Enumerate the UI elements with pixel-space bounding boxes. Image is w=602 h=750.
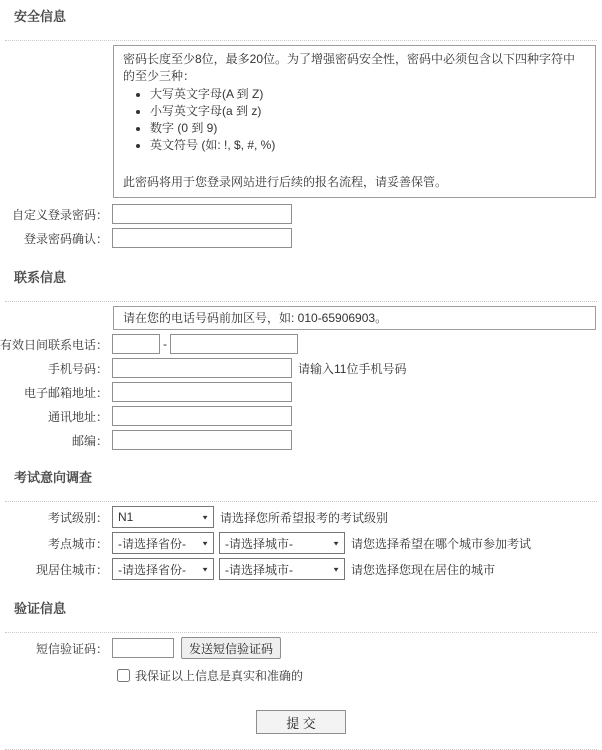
address-input[interactable]: [112, 406, 292, 426]
password-keep-note: 此密码将用于您登录网站进行后续的报名流程，请妥善保管。: [123, 175, 448, 189]
section-divider: [5, 632, 597, 633]
email-input[interactable]: [112, 382, 292, 402]
residence-city-hint: 请您选择您现在居住的城市: [351, 562, 496, 577]
address-label: 通讯地址：: [47, 409, 108, 424]
dropdown-arrow-icon: ▼: [201, 565, 209, 573]
password-row: [0, 204, 602, 224]
password-rules-list: [123, 86, 586, 153]
password-rule-item: • 英文符号 (如: !, $, #, %): [150, 137, 586, 153]
area-code-input[interactable]: [112, 334, 160, 354]
send-sms-button[interactable]: 发送短信验证码: [181, 637, 281, 659]
exam-level-hint: 请选择您所希望报考的考试级别: [220, 510, 389, 525]
password-rule-item: • 小写英文字母(a 到 z): [150, 103, 586, 119]
phone-area-code-notice: 请在您的电话号码前加区号，如: 010-65906903。: [113, 306, 596, 330]
password-input[interactable]: [112, 204, 292, 224]
section-survey: [0, 469, 602, 580]
mobile-hint: 请输入11位手机号码: [298, 361, 407, 376]
sms-code-row: [0, 637, 602, 659]
section-divider: [5, 40, 597, 41]
address-row: [0, 406, 602, 426]
password-rules-intro: 密码长度至少8位，最多20位。为了增强密码安全性，密码中必须包含以下四种字符中的至少三种：: [123, 52, 576, 83]
residence-province-select[interactable]: [112, 558, 214, 580]
agreement-label: 我保证以上信息是真实和准确的: [135, 669, 304, 683]
test-city-hint: 请您选择希望在哪个城市参加考试: [351, 536, 532, 551]
password-rule-item: • 大写英文字母(A 到 Z): [150, 86, 586, 102]
dropdown-arrow-icon: ▼: [201, 513, 209, 521]
residence-city-label: 现居住城市：: [35, 562, 108, 577]
test-city-selected-value: -请选择城市-: [225, 536, 293, 551]
exam-level-select[interactable]: [112, 506, 214, 528]
phone-separator: -: [163, 337, 167, 351]
password-confirm-label: 登录密码确认：: [23, 231, 108, 246]
test-province-selected-value: -请选择省份-: [118, 536, 186, 551]
password-confirm-input[interactable]: [112, 228, 292, 248]
daytime-phone-row: [0, 334, 602, 354]
password-confirm-row: [0, 228, 602, 248]
test-province-select[interactable]: [112, 532, 214, 554]
test-city-label: 考点城市：: [47, 536, 108, 551]
residence-city-row: [0, 558, 602, 580]
email-label: 电子邮箱地址：: [23, 385, 108, 400]
agreement-row: [117, 667, 602, 684]
exam-level-label: 考试级别：: [47, 510, 108, 525]
section-title-contact: 联系信息: [14, 270, 67, 285]
residence-province-selected-value: -请选择省份-: [118, 562, 186, 577]
sms-code-label: 短信验证码：: [35, 641, 108, 656]
section-security: [0, 8, 602, 248]
mobile-input[interactable]: [112, 358, 292, 378]
exam-level-row: [0, 506, 602, 528]
sms-code-input[interactable]: [112, 638, 174, 658]
section-divider: [5, 501, 597, 502]
dropdown-arrow-icon: ▼: [332, 565, 340, 573]
mobile-label: 手机号码：: [47, 361, 108, 376]
residence-city-select[interactable]: [219, 558, 345, 580]
dropdown-arrow-icon: ▼: [201, 539, 209, 547]
zipcode-row: [0, 430, 602, 450]
submit-row: [0, 710, 602, 734]
submit-button[interactable]: 提 交: [256, 710, 346, 734]
section-title-verification: 验证信息: [14, 601, 67, 616]
section-divider: [5, 301, 597, 302]
agreement-checkbox[interactable]: [117, 669, 130, 682]
password-label: 自定义登录密码：: [11, 207, 108, 222]
zipcode-label: 邮编：: [71, 433, 108, 448]
test-city-select[interactable]: [219, 532, 345, 554]
section-title-security: 安全信息: [14, 9, 67, 24]
section-contact: [0, 269, 602, 450]
zipcode-input[interactable]: [112, 430, 292, 450]
dropdown-arrow-icon: ▼: [332, 539, 340, 547]
section-title-survey: 考试意向调查: [14, 470, 93, 485]
daytime-phone-label: 有效日间联系电话：: [0, 337, 109, 352]
password-rules-box: [113, 45, 596, 198]
exam-level-selected-value: N1: [118, 510, 134, 524]
mobile-row: [0, 358, 602, 378]
password-rule-item: • 数字 (0 到 9): [150, 120, 586, 136]
residence-city-selected-value: -请选择城市-: [225, 562, 293, 577]
test-city-row: [0, 532, 602, 554]
section-verification: [0, 600, 602, 750]
email-row: [0, 382, 602, 402]
daytime-phone-input[interactable]: [170, 334, 298, 354]
